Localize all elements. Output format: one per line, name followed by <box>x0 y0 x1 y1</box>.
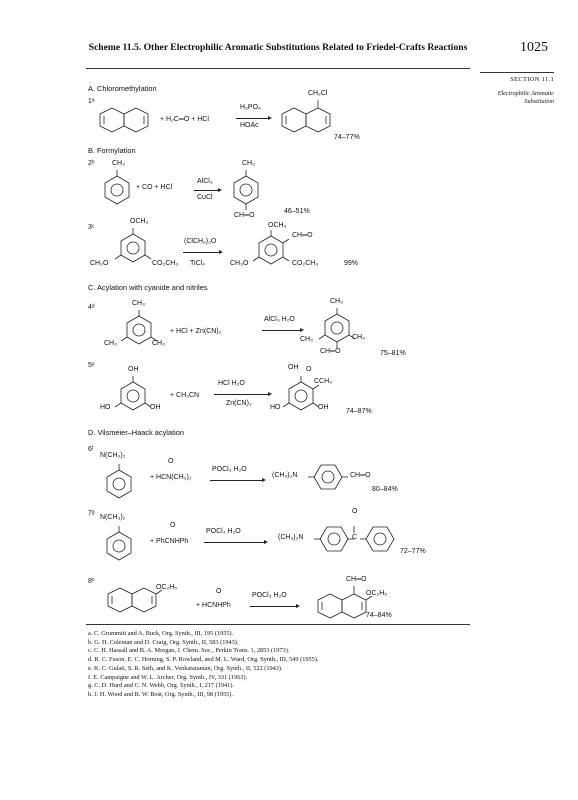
reaction-7-sm-substituent: N(CH₃)₂ <box>100 514 126 521</box>
section-b-heading: B. Formylation <box>88 146 136 155</box>
reaction-4-sm-top: CH₃ <box>132 300 145 307</box>
reference-e: e. K. C. Gulati, S. R. Seth, and K. Venkataraman, Org. Synth., II, 522 (1943). <box>88 664 283 672</box>
reaction-5-reagents: + CH₃CN <box>170 392 200 399</box>
reaction-6-number: 6ᶠ <box>88 446 94 453</box>
reaction-6-product-left: (CH₃)₂N <box>272 472 298 479</box>
reference-b: b. G. H. Coleman and D. Craig, Org. Synth., II, 583 (1943). <box>88 638 239 646</box>
reaction-7-product-left: (CH₃)₂N <box>278 534 304 541</box>
reaction-1-below-arrow: HOAc <box>240 122 259 129</box>
reaction-5-arrow <box>214 394 270 395</box>
reaction-3-yield: 99% <box>344 260 359 267</box>
reaction-4-arrow <box>262 330 302 331</box>
reference-g: g. C. D. Hurd and C. N. Webb, Org. Synth., I, 217 (1941). <box>88 682 235 690</box>
reaction-1-above-arrow: H₃PO₄ <box>240 104 261 111</box>
references-list <box>88 630 488 700</box>
reference-a: a. C. Grummitt and A. Buck, Org. Synth., III, 195 (1955). <box>88 630 234 637</box>
mesitylene-structure <box>126 314 152 344</box>
reaction-8-product-top: CH═O <box>346 576 367 583</box>
reaction-3-sm-top: OCH₃ <box>130 218 149 225</box>
ethoxynaphthaldehyde-structure <box>318 592 368 620</box>
reaction-6-above-arrow: POCl₃ H₂O <box>212 466 247 473</box>
reaction-3-above-arrow: (ClCH₂)₂O <box>184 238 217 245</box>
reaction-7-reagent-o: O <box>170 522 176 529</box>
reaction-3-product-cho: CH═O <box>292 232 313 239</box>
reaction-7-product-o: O <box>352 508 358 515</box>
reaction-7-above-arrow: POCl₃ H₂O <box>206 528 241 535</box>
benzophenone-ring-right <box>364 526 394 552</box>
reaction-8-reagent-o: O <box>216 588 222 595</box>
phloroglucinol-structure <box>120 380 146 410</box>
reaction-4-product-left: CH₃ <box>300 336 313 343</box>
mesitaldehyde-structure <box>324 312 350 342</box>
reaction-2-yield: 46–51% <box>284 208 310 215</box>
reaction-5-product-o: O <box>306 366 312 373</box>
reaction-7-product-c: C <box>352 534 358 541</box>
reaction-7-reagents: + PhCNHPh <box>150 538 189 545</box>
reaction-4-number: 4ᵈ <box>88 304 95 311</box>
reaction-4-product-bottom: CH═O <box>320 348 341 355</box>
toluene-structure <box>104 174 130 204</box>
p-tolualdehyde-structure <box>233 174 259 204</box>
phloroacetophenone-structure <box>288 380 314 410</box>
reaction-4-product-right: CH₃ <box>352 334 365 341</box>
reaction-3-arrow <box>183 252 221 253</box>
reaction-8-product-substituent: OC₂H₅ <box>366 590 388 597</box>
section-d-heading: D. Vilsmeier–Haack acylation <box>88 428 184 437</box>
reaction-8-above-arrow: POCl₃ H₂O <box>252 592 287 599</box>
reaction-5-sm-top: OH <box>128 366 139 373</box>
reaction-3-product-top: OCH₃ <box>268 222 287 229</box>
reaction-6-sm-substituent: N(CH₃)₂ <box>100 452 126 459</box>
reaction-2-arrow <box>194 190 220 191</box>
reference-h: h. J. H. Wood and R. W. Bost, Org. Synth., III, 98 (1955). <box>88 690 233 698</box>
reaction-1-yield: 74–77% <box>334 134 360 141</box>
reaction-2-product-top: CH₃ <box>242 160 255 167</box>
reaction-3-number: 3ᶜ <box>88 224 95 231</box>
reaction-5-yield: 74–87% <box>346 408 372 415</box>
reaction-4-sm-right: CH₃ <box>152 340 165 347</box>
reaction-3-product-right: CO₂CH₃ <box>292 260 319 267</box>
reaction-6-arrow <box>210 480 264 481</box>
scheme-title: Scheme 11.5. Other Electrophilic Aromatic Substitutions Related to Friedel-Crafts Reactions <box>88 42 468 53</box>
reaction-4-above-arrow: AlCl₃ H₂O <box>264 316 295 323</box>
reaction-8-arrow <box>250 606 298 607</box>
dimethylaniline-structure <box>106 468 132 498</box>
reaction-4-product-top: CH₃ <box>330 298 343 305</box>
reaction-6-reagent-o: O <box>168 458 174 465</box>
reaction-7-yield: 72–77% <box>400 548 426 555</box>
reaction-5-number: 5ᵉ <box>88 362 95 369</box>
reaction-5-product-top: OH <box>288 364 299 371</box>
reaction-2-above-arrow: AlCl₃ <box>197 178 213 185</box>
side-rule <box>480 72 554 73</box>
reaction-8-yield: 74–84% <box>366 612 392 619</box>
reaction-4-reagents: + HCl + Zn(CN)₂ <box>170 328 222 335</box>
reaction-4-yield: 75–81% <box>380 350 406 357</box>
section-a-heading: A. Chloromethylation <box>88 84 157 93</box>
reaction-4-sm-left: CH₃ <box>104 340 117 347</box>
reaction-1-reagents: + H₂C═O + HCl <box>160 116 209 123</box>
reaction-2-number: 2ᵇ <box>88 160 95 167</box>
chloromethylnaphthalene-structure <box>282 106 332 134</box>
reaction-5-sm-left: HO <box>100 404 111 411</box>
side-section-label: SECTION 11.1 <box>510 76 554 83</box>
benzophenone-ring-left <box>318 526 348 552</box>
reaction-2-sm-substituent: CH₃ <box>112 160 125 167</box>
methoxybenzoate-structure <box>120 232 146 262</box>
reaction-8-reagents: + HCNHPh <box>196 602 231 609</box>
reaction-6-reagents: + HCN(CH₃)₂ <box>150 474 192 481</box>
section-c-heading: C. Acylation with cyanide and nitriles <box>88 283 208 292</box>
reference-f: f. E. Campaigne and W. L. Archer, Org. Synth., IV, 331 (1963). <box>88 673 248 681</box>
reaction-6-yield: 80–84% <box>372 486 398 493</box>
reaction-7-arrow <box>204 542 266 543</box>
reaction-8-number: 8ʰ <box>88 578 95 585</box>
reaction-2-below-arrow: CuCl <box>197 194 213 201</box>
reference-c: c. C. H. Hassall and B. A. Morgan, J. Chem. Soc., Perkin Trans. 1, 2853 (1973). <box>88 647 290 655</box>
reaction-7-number: 7ᵍ <box>88 510 95 517</box>
reaction-5-above-arrow: HCl H₂O <box>218 380 245 387</box>
reaction-1-arrow <box>236 118 270 119</box>
reaction-3-below-arrow: TiCl₄ <box>190 260 206 267</box>
reaction-2-product-bottom: CH═O <box>234 212 255 219</box>
reaction-6-product-right: CH═O <box>350 472 371 479</box>
reaction-5-product-right: OH <box>318 404 329 411</box>
naphthalene-structure <box>100 106 150 134</box>
reaction-3-product-left: CH₃O <box>230 260 249 267</box>
side-topic: Electrophilic Aromatic Substitution <box>497 90 554 105</box>
reaction-1-number: 1ᵃ <box>88 98 95 105</box>
dimethylaniline-structure-2 <box>106 530 132 560</box>
page-number: 1025 <box>520 40 548 55</box>
dimethylaminobenzaldehyde-structure <box>312 464 342 490</box>
ethoxynaphthalene-structure <box>108 586 158 614</box>
formylated-benzoate-structure <box>258 234 284 264</box>
reaction-2-reagents: + CO + HCl <box>136 184 173 191</box>
reaction-8-sm-substituent: OC₂H₅ <box>156 584 178 591</box>
reaction-3-sm-left: CH₃O <box>90 260 109 267</box>
reaction-5-below-arrow: Zn(CN)₂ <box>226 400 252 407</box>
reaction-3-sm-right: CO₂CH₃ <box>152 260 179 267</box>
title-rule <box>86 68 470 69</box>
reaction-5-sm-right: OH <box>150 404 161 411</box>
reaction-1-product-substituent: CH₂Cl <box>308 90 328 97</box>
reaction-5-product-acyl: CCH₃ <box>314 378 333 385</box>
reaction-5-product-left: HO <box>270 404 281 411</box>
reference-d: d. R. C. Fuson, E. C. Horning, S. P. Rowland, and M. L. Ward, Org. Synth., III, 549 (1955). <box>88 656 319 664</box>
references-rule <box>86 624 470 625</box>
